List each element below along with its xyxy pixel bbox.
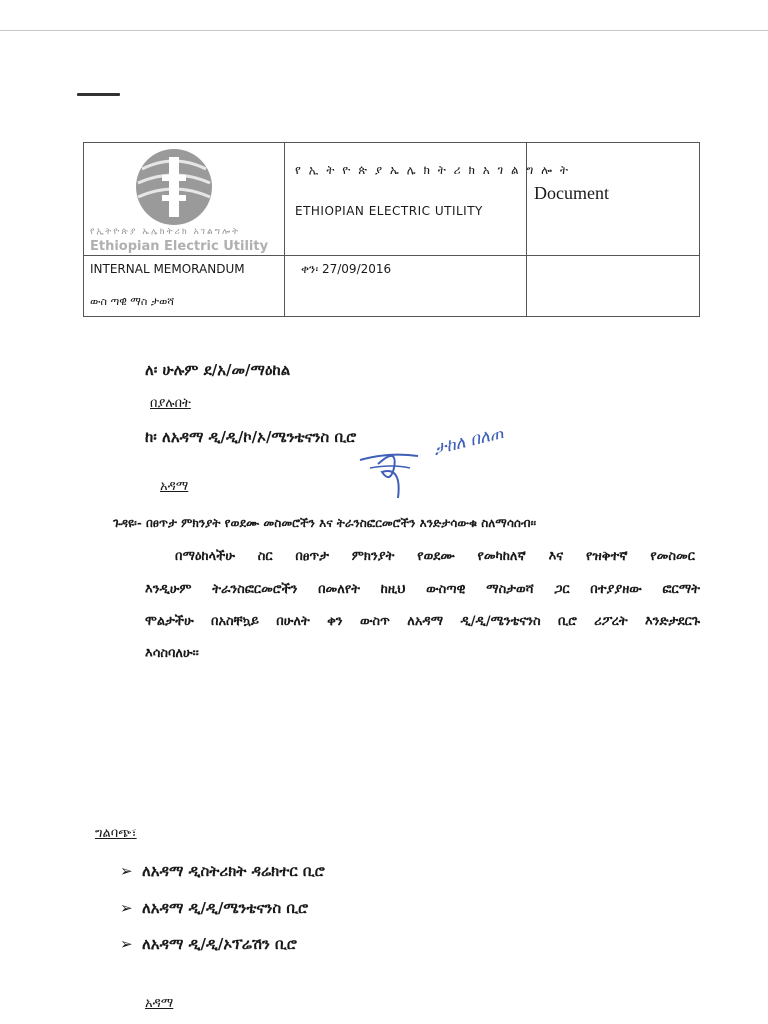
arrow-bullet-icon: ➢ (120, 899, 133, 917)
memo-from: ከ፡ ለአዳማ ዲ/ዲ/ኮ/ኦ/ሜንቴናንስ ቢሮ (145, 428, 357, 446)
logo-english-text: Ethiopian Electric Utility (90, 239, 269, 254)
scan-edge-line (0, 30, 768, 31)
cc-item-text: ለአዳማ ዲ/ዲ/ሜንቴናንስ ቢሮ (142, 899, 309, 917)
org-name-english: ETHIOPIAN ELECTRIC UTILITY (295, 204, 483, 218)
date-cell (285, 256, 527, 317)
signature-name: ታከለ በለጠ (431, 423, 506, 460)
logo-amharic-text: የኢትዮጵያ ኤሌክትሪክ አገልግሎት (90, 227, 241, 237)
arrow-bullet-icon: ➢ (120, 862, 133, 880)
cc-item (120, 899, 308, 917)
cc-item-text: ለአዳማ ዲ/ዲ/ኦፕሬሽን ቢሮ (142, 935, 297, 953)
footer-location: አዳማ (145, 996, 174, 1011)
memo-through: በያሉበት (150, 396, 191, 411)
cc-label: ግልባጭ፣ (95, 826, 137, 841)
document-label: Document (534, 183, 609, 203)
empty-cell (527, 256, 700, 317)
memo-type-amharic: ውስ ጣዊ ማስ ታወሻ (90, 295, 175, 308)
letterhead-table (83, 142, 700, 317)
eeu-logo-icon (132, 147, 216, 231)
body-line-4: እሳስባለሁ፡፡ (145, 646, 199, 661)
memo-to: ለ፡ ሁሉም ደ/አ/መ/ማዕከል (145, 361, 291, 379)
cc-item (120, 862, 325, 880)
arrow-bullet-icon: ➢ (120, 935, 133, 953)
memo-subject: ጉዳዩ፡- በፀጥታ ምክንያት የወደሙ መስመሮችን እና ትራንስፎርመሮችን እንድታሳውቁ ስለማሳሰብ፡፡ (113, 516, 537, 530)
cc-item-text: ለአዳማ ዲስትሪክት ዳሬክተር ቢሮ (142, 862, 325, 880)
body-line-1: በማዕከላችሁ ስር በፀጥታ ምክንያት የወደሙ የመካከለኛ እና የዝቅተኛ የመስመር (175, 549, 695, 564)
document-label-cell (527, 143, 700, 256)
memo-type-english: INTERNAL MEMORANDUM (90, 262, 245, 276)
page-mark (77, 93, 120, 96)
body-line-3: ሞልታችሁ በአስቸኳይ በሁለት ቀን ውስጥ ለአዳማ ዲ/ዲ/ሜንቴናንስ ቢሮ ሪፖረት እንድታደርጉ (145, 614, 700, 629)
org-name-cell (285, 143, 570, 256)
org-name-amharic: የ ኢ ት ዮ ጵ ያ ኤ ሌ ክ ት ሪ ክ አ ገ ል ግ ሎ ት (295, 163, 570, 177)
signature-mark (358, 438, 428, 504)
memo-location: አዳማ (160, 479, 189, 494)
cc-item (120, 935, 297, 953)
body-line-2: እንዲሁም ትራንስፎርመሮችን በመለየት ከዚህ ውስጣዊ ማስታወሻ ጋር በተያያዘው ፎርማት (145, 582, 700, 597)
memo-date: ቀን፡ 27/09/2016 (301, 262, 392, 276)
memo-type-cell (84, 256, 285, 317)
logo-cell (84, 143, 285, 256)
